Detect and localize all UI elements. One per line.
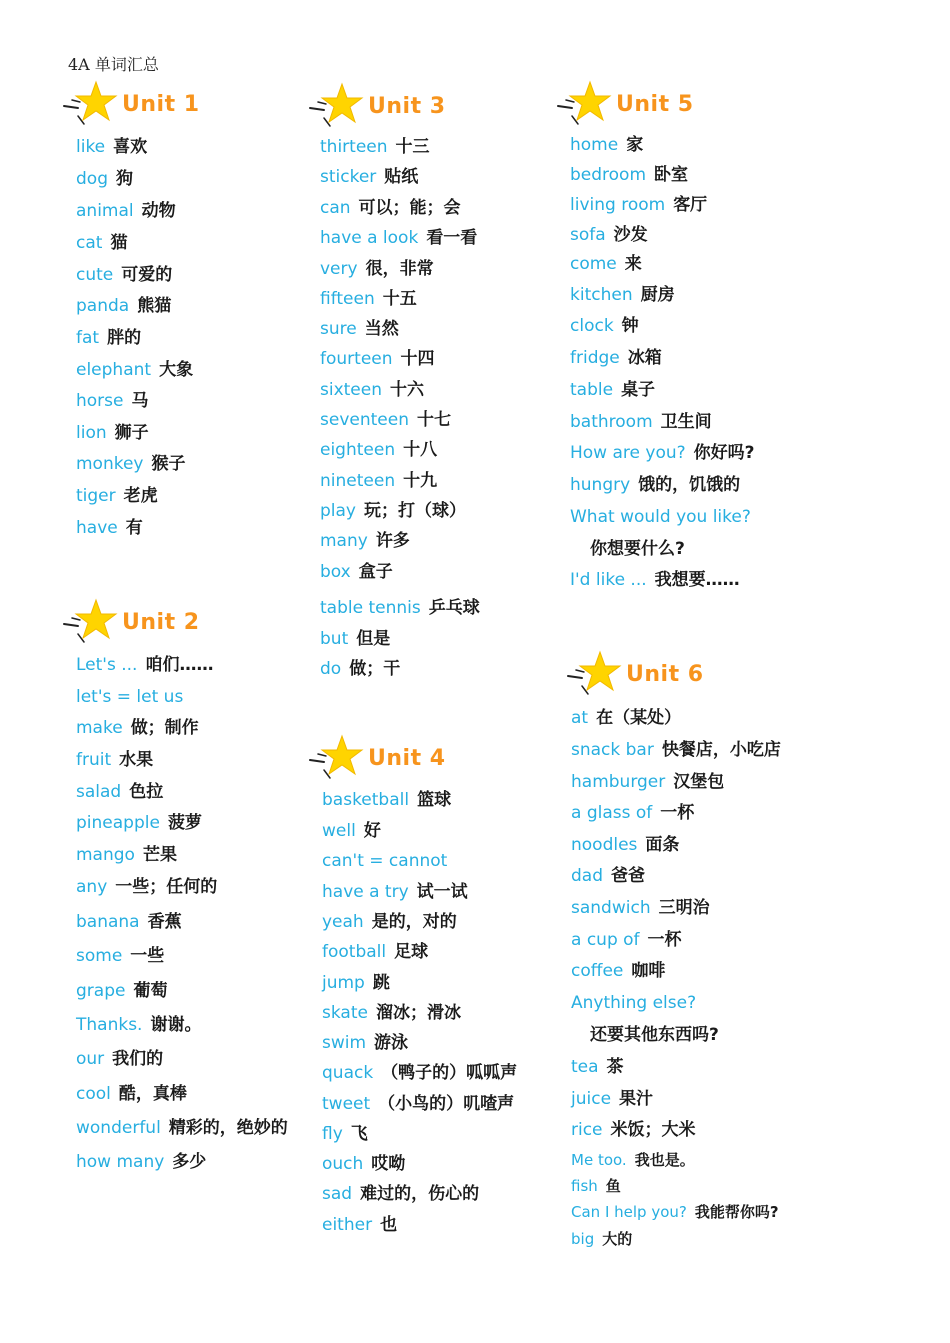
english-word: tiger: [76, 486, 116, 506]
word-entry: [570, 569, 740, 591]
english-word: ouch: [322, 1154, 364, 1174]
word-entry: [320, 197, 461, 219]
word-entry: [570, 315, 639, 337]
english-word: cat: [76, 233, 103, 253]
english-word: mango: [76, 845, 135, 865]
chinese-meaning: 色拉: [129, 782, 164, 802]
word-entry: [322, 1153, 405, 1175]
word-entry: [570, 411, 712, 433]
word-entry: [571, 1175, 621, 1197]
chinese-meaning: 游泳: [374, 1033, 409, 1053]
chinese-meaning: 老虎: [123, 486, 158, 506]
chinese-meaning: 是的，对的: [371, 912, 457, 932]
word-entry: [76, 264, 172, 286]
word-entry: [76, 168, 133, 190]
word-entry: [571, 929, 682, 951]
english-word: Anything else?: [571, 993, 697, 1013]
chinese-meaning: 玩；打（球）: [364, 501, 466, 521]
chinese-meaning: 盒子: [358, 562, 393, 582]
chinese-meaning: 马: [131, 391, 149, 411]
chinese-meaning: 三明治: [658, 898, 710, 918]
chinese-meaning: 十七: [416, 410, 451, 430]
english-word: sofa: [570, 225, 606, 245]
chinese-meaning: 来: [624, 254, 642, 274]
chinese-meaning: 葡萄: [133, 981, 168, 1001]
word-entry: [76, 717, 199, 739]
unit-heading-u3: [308, 82, 446, 130]
word-entry: [571, 1088, 653, 1110]
english-word: sixteen: [320, 380, 382, 400]
english-word: fifteen: [320, 289, 375, 309]
english-word: dog: [76, 169, 108, 189]
word-entry: [571, 802, 694, 824]
word-entry: [570, 442, 755, 464]
english-word: come: [570, 254, 617, 274]
chinese-meaning: 菠萝: [167, 813, 202, 833]
chinese-meaning: 厨房: [640, 285, 675, 305]
chinese-meaning: 溜冰；滑冰: [375, 1003, 461, 1023]
english-word: nineteen: [320, 471, 396, 491]
english-word: well: [322, 821, 356, 841]
word-entry: [320, 561, 393, 583]
word-entry: [322, 1183, 479, 1205]
word-entry: [571, 1201, 779, 1223]
word-entry: [570, 253, 642, 275]
chinese-meaning: 十四: [400, 349, 435, 369]
unit-title: Unit 2: [122, 609, 200, 635]
english-word: monkey: [76, 454, 144, 474]
chinese-meaning: 跳: [372, 973, 390, 993]
word-entry: [590, 538, 685, 560]
english-word: Can I help you?: [571, 1203, 687, 1221]
english-word: have a look: [320, 228, 419, 248]
chinese-meaning: 我想要……: [654, 570, 740, 590]
unit-heading-u4: [308, 734, 446, 782]
unit-title: Unit 3: [368, 93, 446, 119]
word-entry: [322, 1093, 514, 1115]
english-word: kitchen: [570, 285, 633, 305]
english-word: skate: [322, 1003, 368, 1023]
english-word: cool: [76, 1084, 111, 1104]
chinese-meaning: 喜欢: [113, 137, 148, 157]
english-word: How are you?: [570, 443, 686, 463]
english-word: some: [76, 946, 123, 966]
chinese-meaning: 一些: [130, 946, 165, 966]
english-word: at: [571, 708, 589, 728]
word-entry: [571, 771, 724, 793]
english-word: fish: [571, 1177, 598, 1195]
english-word: noodles: [571, 835, 638, 855]
chinese-meaning: 也: [380, 1215, 398, 1235]
word-entry: [76, 136, 147, 158]
english-word: dad: [571, 866, 603, 886]
word-entry: [76, 1014, 201, 1036]
english-word: grape: [76, 981, 126, 1001]
chinese-meaning: 有: [125, 518, 143, 538]
chinese-meaning: 许多: [375, 531, 410, 551]
word-entry: [320, 439, 437, 461]
word-entry: [76, 1083, 187, 1105]
word-entry: [76, 200, 176, 222]
word-entry: [320, 500, 466, 522]
word-entry: [570, 164, 688, 186]
word-entry: [320, 318, 399, 340]
chinese-meaning: 狗: [115, 169, 133, 189]
chinese-meaning: 大象: [159, 360, 194, 380]
english-word: sure: [320, 319, 357, 339]
english-word: how many: [76, 1152, 165, 1172]
chinese-meaning: 我们的: [112, 1049, 164, 1069]
chinese-meaning: （鸭子的）呱呱声: [381, 1063, 518, 1083]
english-word: basketball: [322, 790, 410, 810]
chinese-meaning: 钟: [621, 316, 639, 336]
chinese-meaning: 饿的，饥饿的: [638, 475, 741, 495]
english-word: sandwich: [571, 898, 651, 918]
chinese-meaning: 谢谢。: [150, 1015, 202, 1035]
word-entry: [76, 781, 163, 803]
word-entry: [322, 941, 428, 963]
english-word: quack: [322, 1063, 374, 1083]
english-word: let's = let us: [76, 687, 184, 707]
word-entry: [590, 1024, 719, 1046]
english-word: snack bar: [571, 740, 654, 760]
chinese-meaning: 多少: [172, 1152, 207, 1172]
english-word: coffee: [571, 961, 624, 981]
english-word: fridge: [570, 348, 620, 368]
english-word: play: [320, 501, 356, 521]
chinese-meaning: 你想要什么?: [590, 539, 685, 559]
chinese-meaning: 米饭；大米: [610, 1120, 696, 1140]
english-word: tweet: [322, 1094, 371, 1114]
chinese-meaning: 香蕉: [147, 912, 182, 932]
english-word: can't = cannot: [322, 851, 448, 871]
english-word: home: [570, 135, 619, 155]
chinese-meaning: 水果: [119, 750, 154, 770]
chinese-meaning: 猴子: [151, 454, 186, 474]
english-word: juice: [571, 1089, 612, 1109]
chinese-meaning: 客厅: [673, 195, 708, 215]
english-word: salad: [76, 782, 122, 802]
chinese-meaning: 十六: [390, 380, 424, 400]
chinese-meaning: （小鸟的）叽喳声: [378, 1094, 515, 1114]
chinese-meaning: 鱼: [605, 1177, 621, 1195]
unit-heading-u5: [556, 80, 694, 128]
chinese-meaning: 很，非常: [365, 259, 434, 279]
word-entry: [570, 134, 643, 156]
word-entry: [320, 166, 418, 188]
english-word: seventeen: [320, 410, 409, 430]
word-entry: [76, 422, 149, 444]
english-word: wonderful: [76, 1118, 161, 1138]
word-entry: [76, 295, 171, 317]
chinese-meaning: 但是: [356, 629, 391, 649]
chinese-meaning: 试一试: [416, 882, 468, 902]
english-word: yeah: [322, 912, 364, 932]
english-word: swim: [322, 1033, 367, 1053]
chinese-meaning: 咱们……: [145, 655, 214, 675]
word-entry: [76, 844, 177, 866]
unit-title: Unit 1: [122, 91, 200, 117]
word-entry: [570, 347, 662, 369]
word-entry: [570, 379, 655, 401]
word-entry: [322, 820, 381, 842]
word-entry: [76, 485, 158, 507]
chinese-meaning: 足球: [394, 942, 429, 962]
chinese-meaning: 可爱的: [121, 265, 173, 285]
chinese-meaning: 家: [626, 135, 644, 155]
english-word: box: [320, 562, 351, 582]
unit-heading-u1: [62, 80, 200, 128]
star-icon: [62, 598, 120, 646]
word-entry: [76, 911, 182, 933]
word-entry: [76, 654, 213, 676]
word-entry: [571, 1149, 695, 1171]
word-entry: [320, 379, 424, 401]
chinese-meaning: 精彩的，绝妙的: [168, 1118, 288, 1138]
word-entry: [76, 517, 143, 539]
word-entry: [320, 288, 417, 310]
english-word: a glass of: [571, 803, 653, 823]
english-word: horse: [76, 391, 124, 411]
chinese-meaning: 我也是。: [634, 1151, 695, 1169]
word-entry: [570, 474, 740, 496]
english-word: tea: [571, 1057, 599, 1077]
word-entry: [570, 284, 675, 306]
english-word: very: [320, 259, 358, 279]
word-entry: [320, 258, 434, 280]
chinese-meaning: 做；制作: [130, 718, 199, 738]
chinese-meaning: 十五: [382, 289, 417, 309]
word-entry: [76, 232, 127, 254]
english-word: What would you like?: [570, 507, 751, 527]
english-word: have: [76, 518, 118, 538]
document-title: 4A 单词汇总: [68, 55, 159, 74]
chinese-meaning: 面条: [645, 835, 680, 855]
chinese-meaning: 篮球: [417, 790, 452, 810]
word-entry: [571, 1228, 632, 1250]
word-entry: [571, 739, 781, 761]
word-entry: [320, 530, 410, 552]
word-entry: [322, 911, 457, 933]
chinese-meaning: 十三: [395, 137, 430, 157]
word-entry: [571, 897, 710, 919]
star-icon: [308, 734, 366, 782]
chinese-meaning: 一些；任何的: [115, 877, 218, 897]
chinese-meaning: 哎呦: [371, 1154, 406, 1174]
word-entry: [322, 1002, 461, 1024]
chinese-meaning: 一杯: [660, 803, 695, 823]
english-word: many: [320, 531, 368, 551]
english-word: can: [320, 198, 351, 218]
word-entry: [570, 224, 648, 246]
english-word: eighteen: [320, 440, 396, 460]
word-entry: [76, 1048, 163, 1070]
chinese-meaning: 猫: [110, 233, 128, 253]
word-entry: [320, 227, 477, 249]
english-word: rice: [571, 1120, 603, 1140]
star-icon: [566, 650, 624, 698]
english-word: animal: [76, 201, 134, 221]
english-word: sad: [322, 1184, 353, 1204]
word-entry: [76, 1151, 206, 1173]
chinese-meaning: 爸爸: [611, 866, 645, 886]
word-entry: [571, 1119, 696, 1141]
chinese-meaning: 汉堡包: [673, 772, 725, 792]
english-word: jump: [322, 973, 365, 993]
english-word: big: [571, 1230, 595, 1248]
chinese-meaning: 沙发: [613, 225, 648, 245]
word-entry: [320, 348, 435, 370]
chinese-meaning: 看一看: [426, 228, 478, 248]
english-word: do: [320, 659, 342, 679]
chinese-meaning: 狮子: [114, 423, 149, 443]
english-word: fly: [322, 1124, 343, 1144]
star-icon: [556, 80, 614, 128]
english-word: thirteen: [320, 137, 388, 157]
star-icon: [308, 82, 366, 130]
english-word: like: [76, 137, 106, 157]
english-word: either: [322, 1215, 373, 1235]
chinese-meaning: 乒乓球: [428, 598, 480, 618]
english-word: fruit: [76, 750, 112, 770]
chinese-meaning: 芒果: [142, 845, 177, 865]
word-entry: [76, 453, 186, 475]
english-word: a cup of: [571, 930, 640, 950]
english-word: clock: [570, 316, 614, 336]
english-word: panda: [76, 296, 130, 316]
chinese-meaning: 在（某处）: [596, 708, 682, 728]
word-entry: [571, 1056, 624, 1078]
word-entry: [320, 136, 430, 158]
english-word: fat: [76, 328, 100, 348]
word-entry: [322, 972, 390, 994]
word-entry: [571, 992, 696, 1014]
word-entry: [320, 409, 451, 431]
english-word: our: [76, 1049, 105, 1069]
english-word: hungry: [570, 475, 631, 495]
word-entry: [571, 865, 645, 887]
chinese-meaning: 快餐店，小吃店: [661, 740, 781, 760]
chinese-meaning: 胖的: [107, 328, 142, 348]
english-word: cute: [76, 265, 114, 285]
english-word: living room: [570, 195, 666, 215]
chinese-meaning: 卧室: [654, 165, 689, 185]
english-word: table: [570, 380, 614, 400]
english-word: pineapple: [76, 813, 160, 833]
chinese-meaning: 难过的，伤心的: [360, 1184, 480, 1204]
word-entry: [76, 812, 202, 834]
chinese-meaning: 卫生间: [660, 412, 712, 432]
word-entry: [76, 327, 141, 349]
english-word: bathroom: [570, 412, 653, 432]
chinese-meaning: 可以；能；会: [358, 198, 461, 218]
english-word: sticker: [320, 167, 377, 187]
word-entry: [322, 789, 451, 811]
chinese-meaning: 熊猫: [137, 296, 172, 316]
chinese-meaning: 做；干: [349, 659, 401, 679]
word-entry: [570, 194, 707, 216]
word-entry: [76, 980, 167, 1002]
unit-title: Unit 6: [626, 661, 704, 687]
word-entry: [322, 1032, 408, 1054]
chinese-meaning: 一杯: [647, 930, 682, 950]
chinese-meaning: 茶: [606, 1057, 624, 1077]
word-entry: [320, 470, 437, 492]
english-word: make: [76, 718, 123, 738]
english-word: lion: [76, 423, 107, 443]
english-word: hamburger: [571, 772, 666, 792]
word-entry: [322, 1123, 368, 1145]
english-word: Me too.: [571, 1151, 627, 1169]
word-entry: [571, 960, 665, 982]
unit-heading-u2: [62, 598, 200, 646]
chinese-meaning: 大的: [602, 1230, 633, 1248]
word-entry: [320, 658, 400, 680]
chinese-meaning: 当然: [364, 319, 399, 339]
chinese-meaning: 果汁: [619, 1089, 654, 1109]
english-word: football: [322, 942, 387, 962]
unit-title: Unit 5: [616, 91, 694, 117]
chinese-meaning: 咖啡: [631, 961, 666, 981]
chinese-meaning: 你好吗?: [693, 443, 755, 463]
chinese-meaning: 冰箱: [627, 348, 662, 368]
chinese-meaning: 酷，真棒: [118, 1084, 187, 1104]
chinese-meaning: 还要其他东西吗?: [590, 1025, 719, 1045]
word-entry: [571, 834, 679, 856]
word-entry: [320, 628, 390, 650]
word-entry: [320, 597, 480, 619]
chinese-meaning: 好: [363, 821, 381, 841]
star-icon: [62, 80, 120, 128]
word-entry: [76, 686, 183, 708]
english-word: banana: [76, 912, 140, 932]
english-word: have a try: [322, 882, 409, 902]
unit-heading-u6: [566, 650, 704, 698]
english-word: I'd like ...: [570, 570, 647, 590]
word-entry: [76, 359, 193, 381]
word-entry: [76, 876, 217, 898]
chinese-meaning: 十八: [403, 440, 438, 460]
chinese-meaning: 贴纸: [384, 167, 419, 187]
word-entry: [322, 1062, 517, 1084]
word-entry: [571, 707, 681, 729]
english-word: Thanks.: [76, 1015, 143, 1035]
chinese-meaning: 桌子: [621, 380, 656, 400]
word-entry: [322, 850, 447, 872]
english-word: fourteen: [320, 349, 393, 369]
english-word: table tennis: [320, 598, 421, 618]
unit-title: Unit 4: [368, 745, 446, 771]
english-word: but: [320, 629, 349, 649]
word-entry: [322, 881, 468, 903]
word-entry: [76, 390, 148, 412]
english-word: any: [76, 877, 108, 897]
word-entry: [76, 749, 153, 771]
chinese-meaning: 我能帮你吗?: [694, 1203, 779, 1221]
word-entry: [570, 506, 751, 528]
word-entry: [76, 1117, 288, 1139]
english-word: Let's ...: [76, 655, 138, 675]
chinese-meaning: 动物: [141, 201, 176, 221]
word-entry: [322, 1214, 397, 1236]
chinese-meaning: 十九: [403, 471, 438, 491]
english-word: elephant: [76, 360, 152, 380]
english-word: bedroom: [570, 165, 647, 185]
chinese-meaning: 飞: [350, 1124, 368, 1144]
word-entry: [76, 945, 164, 967]
